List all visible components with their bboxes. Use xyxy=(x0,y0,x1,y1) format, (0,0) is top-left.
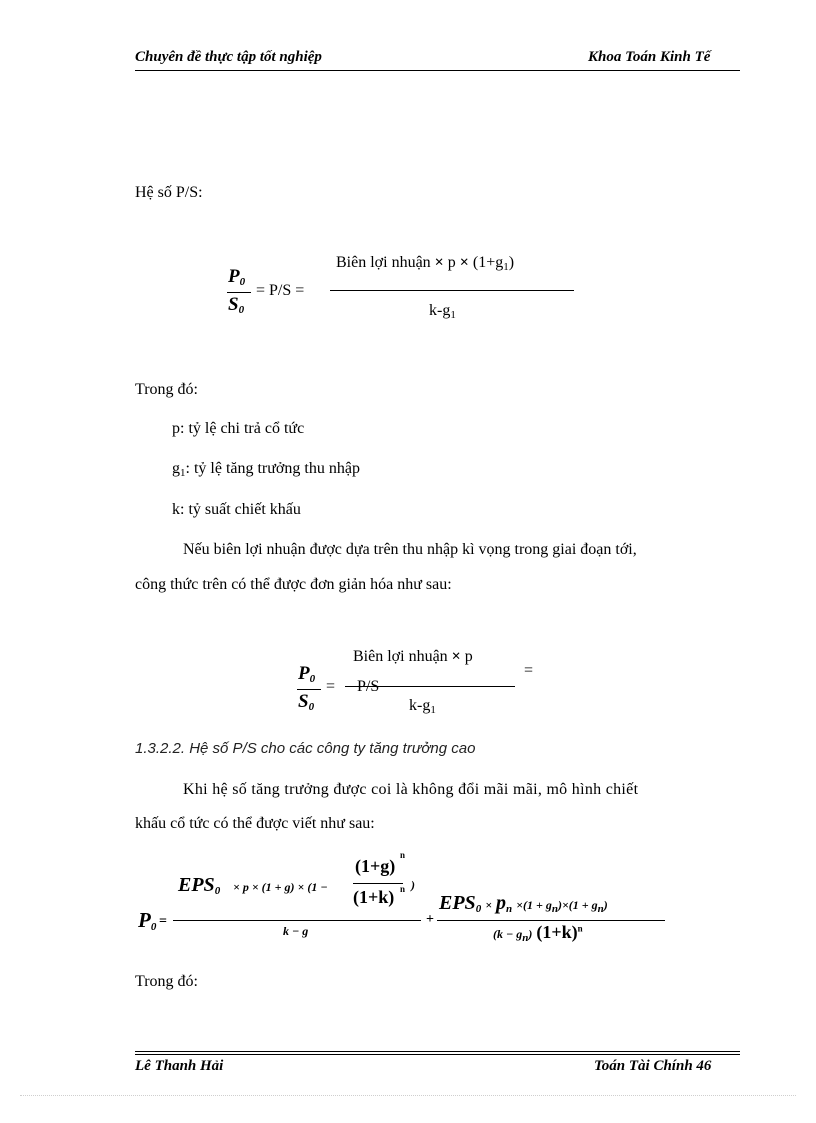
formula3-equals: = xyxy=(159,914,167,929)
paragraph-2-line-1: Khi hệ số tăng trưởng được coi là không đổi mãi mãi, mô hình chiết xyxy=(183,781,639,798)
header-left: Chuyên đề thực tập tốt nghiệp xyxy=(135,49,322,65)
formula2-equals-left: = xyxy=(326,678,336,695)
formula3-term1-den: k − g xyxy=(283,924,309,938)
formula2-struck-ps: P/S xyxy=(357,678,380,695)
footer-rule-top xyxy=(135,1051,740,1052)
footer-rule-bottom xyxy=(135,1054,740,1055)
formula3-lhs: $P_0$ xyxy=(138,908,157,933)
formula2-lhs-denominator: $S_0$ xyxy=(298,691,315,713)
formula-lhs-denominator: $S_0$ xyxy=(228,294,245,316)
section-heading-ps: Hệ số P/S: xyxy=(135,184,203,201)
formula2-numerator: Biên lợi nhuận × p xyxy=(353,648,473,665)
formula3-term1-mid: × p × (1 + g) × (1 − xyxy=(233,880,328,894)
page-edge-dots xyxy=(20,1095,796,1096)
formula3-term1-inner-exp-top: n xyxy=(400,850,406,860)
formula-fraction-line xyxy=(330,290,574,291)
formula3-term1-inner-exp-bottom: n xyxy=(400,884,406,894)
section-heading-high-growth: 1.3.2.2. Hệ số P/S cho các công ty tăng trưởng cao xyxy=(135,740,476,757)
formula3-term1-inner-line xyxy=(353,883,403,884)
where-g1: $g_1$: tỷ lệ tăng trưởng thu nhập xyxy=(172,460,360,479)
header-rule xyxy=(135,70,740,71)
formula2-fraction-line xyxy=(345,686,515,687)
formula-equals: = P/S = xyxy=(256,282,305,299)
formula3-term1-inner-num: (1+g) xyxy=(355,856,396,876)
footer-right: Toán Tài Chính 46 xyxy=(594,1058,712,1074)
formula-numerator: Biên lợi nhuận × $p \times (1+g_1)$ xyxy=(336,254,515,273)
formula2-lhs-numerator: $P_0$ xyxy=(298,663,316,685)
formula2-denominator: $k-g_1$ xyxy=(409,697,436,716)
where-p: p: tỷ lệ chi trả cổ tức xyxy=(172,420,305,437)
formula3-term1-fraction-line xyxy=(173,920,421,921)
formula3-term1-eps: $EPS_0$ xyxy=(178,874,221,897)
formula-ps-simplified xyxy=(295,645,555,725)
formula-lhs-fraction-line xyxy=(227,292,251,293)
formula3-term2-numerator: $EPS_0 \times p_n \times(1 + g_n)\times(1 + g_n)$ xyxy=(439,892,608,915)
footer-left: Lê Thanh Hải xyxy=(135,1058,224,1074)
formula3-term2-fraction-line xyxy=(437,920,665,921)
formula-ps xyxy=(225,250,585,330)
where-k: k: tỷ suất chiết khấu xyxy=(172,501,301,518)
formula-denominator: $k-g_1$ xyxy=(429,302,456,321)
formula-lhs-numerator: $P_0$ xyxy=(228,266,246,288)
paragraph-1-line-1: Nếu biên lợi nhuận được dựa trên thu nhập kì vọng trong giai đoạn tới, xyxy=(183,541,637,558)
formula3-plus: + xyxy=(426,912,434,927)
formula2-equals-right: = xyxy=(524,662,534,679)
formula2-lhs-fraction-line xyxy=(297,689,321,690)
formula3-term1-close: ) xyxy=(411,878,415,892)
formula3-term2-denominator: $(k - g_n)$ $(1+k)^n$ xyxy=(493,922,583,944)
paragraph-2-line-2: khấu cổ tức có thể được viết như sau: xyxy=(135,815,375,832)
where-label-1: Trong đó: xyxy=(135,381,198,398)
formula3-term1-inner-den: (1+k) xyxy=(353,887,395,907)
paragraph-1-line-2: công thức trên có thể được đơn giản hóa như sau: xyxy=(135,576,452,593)
header-right: Khoa Toán Kinh Tế xyxy=(588,49,711,65)
where-label-2: Trong đó: xyxy=(135,973,198,990)
formula-dividend-discount xyxy=(135,850,675,960)
